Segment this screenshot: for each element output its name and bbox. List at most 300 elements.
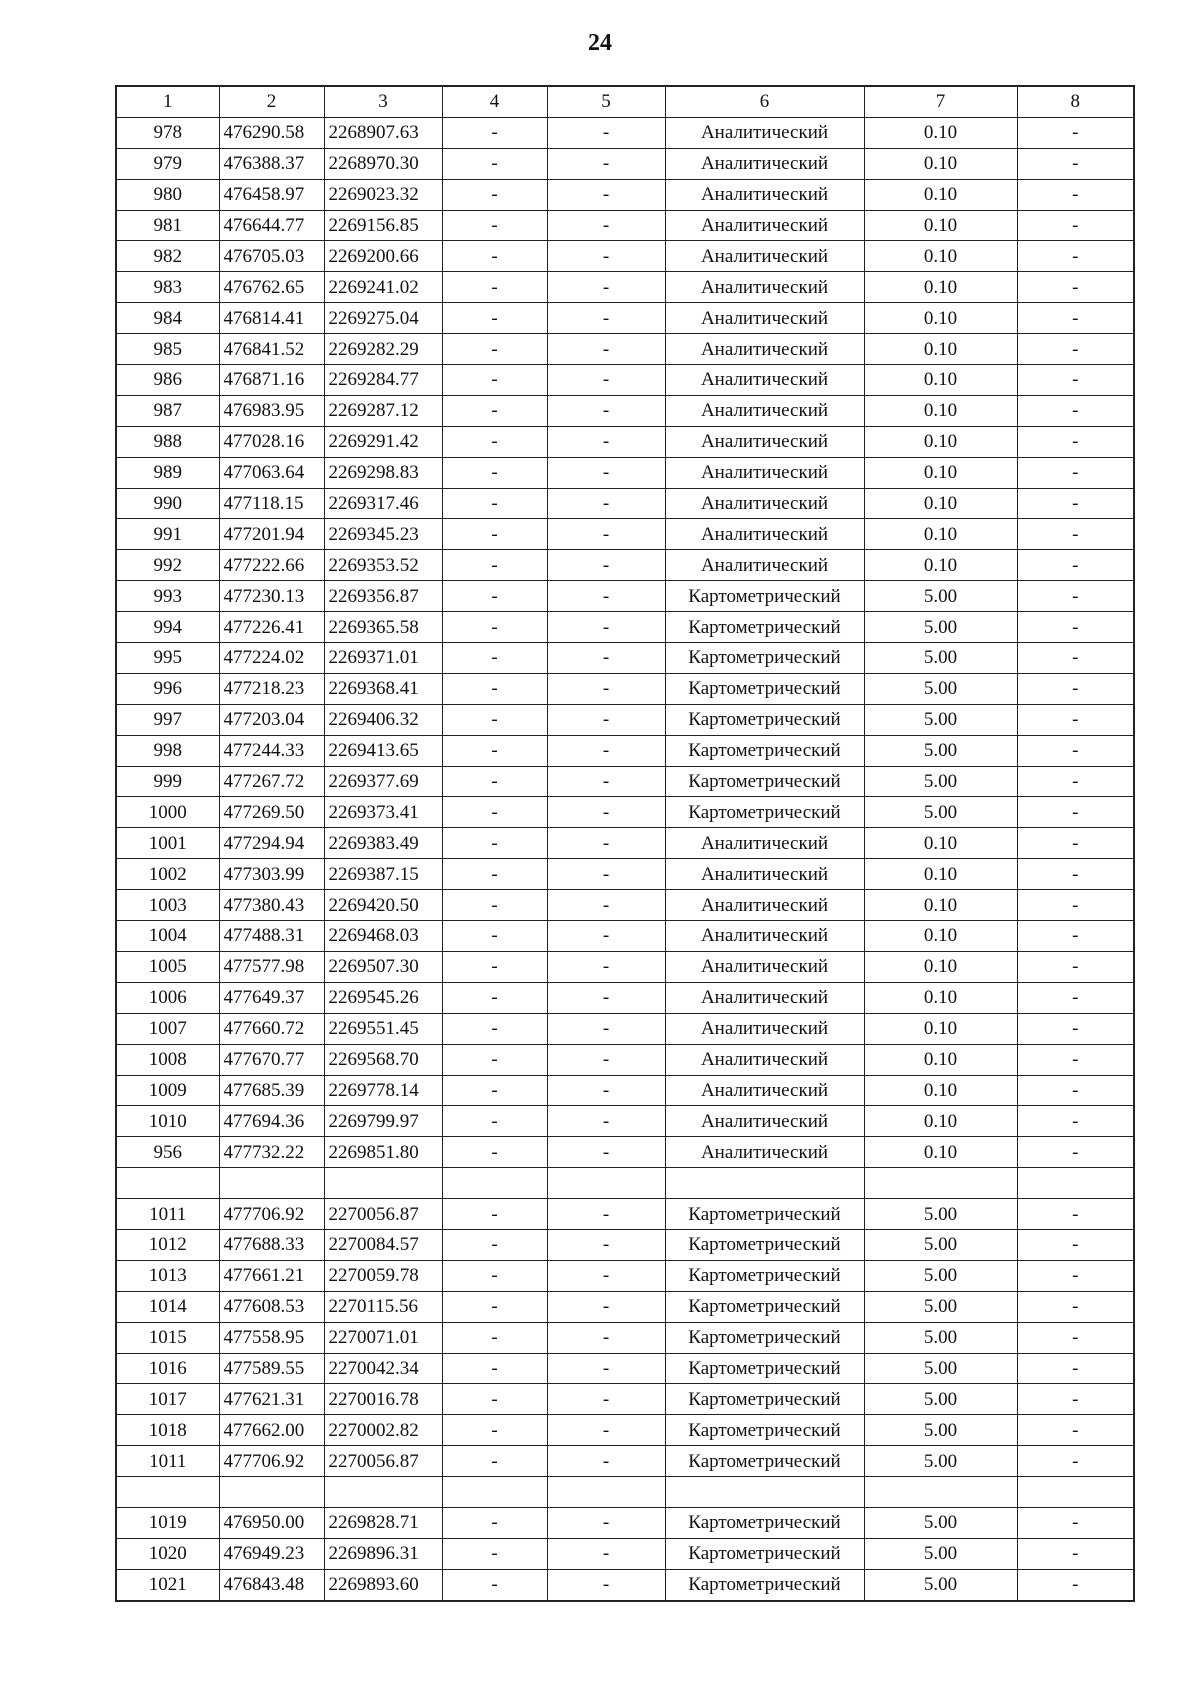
table-cell-col-2: 476871.16 (219, 365, 324, 396)
table-cell-col-7: 0.10 (864, 148, 1017, 179)
table-cell-col-3: 2270002.82 (324, 1415, 442, 1446)
table-cell-col-6: Картометрический (665, 643, 864, 674)
table-cell-col-1: 990 (116, 488, 219, 519)
table-cell-col-8: - (1017, 1075, 1134, 1106)
table-cell-col-2: 476644.77 (219, 210, 324, 241)
table-cell-col-3: 2269851.80 (324, 1137, 442, 1168)
table-row (116, 828, 1134, 859)
table-cell-col-7: 0.10 (864, 179, 1017, 210)
separator-row (116, 1477, 1134, 1508)
table-cell-col-2: 477589.55 (219, 1353, 324, 1384)
table-cell-col-4: - (442, 1013, 547, 1044)
table-cell-col-3: 2269896.31 (324, 1538, 442, 1569)
table-cell-col-5: - (547, 735, 665, 766)
table-row (116, 1260, 1134, 1291)
column-header-5: 5 (547, 86, 665, 117)
table-cell-col-4: - (442, 797, 547, 828)
table-cell-col-8: - (1017, 148, 1134, 179)
table-cell-col-3: 2269383.49 (324, 828, 442, 859)
table-cell-col-4: - (442, 334, 547, 365)
table-cell-col-3: 2269387.15 (324, 859, 442, 890)
table-cell-col-7: 5.00 (864, 581, 1017, 612)
table-row (116, 1106, 1134, 1137)
table-cell-col-8: - (1017, 951, 1134, 982)
table-cell-col-7: 5.00 (864, 1260, 1017, 1291)
table-cell-col-7: 5.00 (864, 1322, 1017, 1353)
table-cell-col-5: - (547, 1199, 665, 1230)
table-cell-col-1: 999 (116, 766, 219, 797)
table-row (116, 1353, 1134, 1384)
table-row (116, 272, 1134, 303)
table-cell-col-5: - (547, 1075, 665, 1106)
table-cell-col-1: 998 (116, 735, 219, 766)
table-cell-col-4: - (442, 828, 547, 859)
table-row (116, 241, 1134, 272)
empty-cell (1017, 1168, 1134, 1199)
table-cell-col-2: 477218.23 (219, 673, 324, 704)
table-cell-col-7: 0.10 (864, 1075, 1017, 1106)
table-cell-col-5: - (547, 1384, 665, 1415)
column-header-2: 2 (219, 86, 324, 117)
table-cell-col-4: - (442, 210, 547, 241)
table-cell-col-2: 476983.95 (219, 395, 324, 426)
table-cell-col-5: - (547, 179, 665, 210)
table-cell-col-8: - (1017, 395, 1134, 426)
table-cell-col-6: Картометрический (665, 1291, 864, 1322)
table-cell-col-3: 2269893.60 (324, 1569, 442, 1600)
table-cell-col-6: Аналитический (665, 365, 864, 396)
table-row (116, 117, 1134, 148)
table-cell-col-6: Аналитический (665, 117, 864, 148)
table-cell-col-8: - (1017, 766, 1134, 797)
table-row (116, 1507, 1134, 1538)
table-cell-col-7: 5.00 (864, 1446, 1017, 1477)
table-cell-col-8: - (1017, 1538, 1134, 1569)
table-cell-col-1: 1004 (116, 921, 219, 952)
table-cell-col-4: - (442, 581, 547, 612)
table-cell-col-3: 2269413.65 (324, 735, 442, 766)
table-cell-col-7: 0.10 (864, 921, 1017, 952)
table-cell-col-3: 2269377.69 (324, 766, 442, 797)
table-cell-col-7: 5.00 (864, 1569, 1017, 1600)
table-cell-col-6: Картометрический (665, 1384, 864, 1415)
table-cell-col-2: 476458.97 (219, 179, 324, 210)
column-header-3: 3 (324, 86, 442, 117)
table-cell-col-6: Аналитический (665, 921, 864, 952)
table-cell-col-2: 477732.22 (219, 1137, 324, 1168)
table-row (116, 426, 1134, 457)
table-cell-col-1: 1001 (116, 828, 219, 859)
table-row (116, 921, 1134, 952)
table-cell-col-3: 2269317.46 (324, 488, 442, 519)
table-cell-col-4: - (442, 1322, 547, 1353)
table-row (116, 519, 1134, 550)
table-cell-col-3: 2269799.97 (324, 1106, 442, 1137)
table-row (116, 365, 1134, 396)
table-cell-col-4: - (442, 519, 547, 550)
table-cell-col-1: 981 (116, 210, 219, 241)
table-cell-col-6: Картометрический (665, 704, 864, 735)
table-cell-col-5: - (547, 241, 665, 272)
table-cell-col-4: - (442, 457, 547, 488)
table-cell-col-8: - (1017, 272, 1134, 303)
table-cell-col-8: - (1017, 1291, 1134, 1322)
table-cell-col-5: - (547, 643, 665, 674)
table-cell-col-3: 2269291.42 (324, 426, 442, 457)
table-cell-col-2: 477694.36 (219, 1106, 324, 1137)
table-cell-col-6: Картометрический (665, 1507, 864, 1538)
table-cell-col-3: 2270115.56 (324, 1291, 442, 1322)
table-cell-col-4: - (442, 179, 547, 210)
table-cell-col-4: - (442, 395, 547, 426)
table-cell-col-4: - (442, 1260, 547, 1291)
table-cell-col-1: 1015 (116, 1322, 219, 1353)
table-cell-col-3: 2270084.57 (324, 1229, 442, 1260)
table-cell-col-5: - (547, 612, 665, 643)
empty-cell (665, 1168, 864, 1199)
table-cell-col-4: - (442, 1199, 547, 1230)
empty-cell (547, 1477, 665, 1508)
table-cell-col-5: - (547, 395, 665, 426)
table-cell-col-4: - (442, 1384, 547, 1415)
empty-cell (219, 1477, 324, 1508)
table-cell-col-5: - (547, 1322, 665, 1353)
empty-cell (442, 1168, 547, 1199)
table-cell-col-4: - (442, 272, 547, 303)
table-row (116, 395, 1134, 426)
table-cell-col-1: 1010 (116, 1106, 219, 1137)
empty-cell (219, 1168, 324, 1199)
table-cell-col-5: - (547, 704, 665, 735)
table-cell-col-3: 2269568.70 (324, 1044, 442, 1075)
table-body (116, 117, 1134, 1600)
table-cell-col-6: Аналитический (665, 1013, 864, 1044)
table-cell-col-4: - (442, 241, 547, 272)
table-cell-col-6: Аналитический (665, 550, 864, 581)
table-cell-col-1: 1017 (116, 1384, 219, 1415)
table-cell-col-4: - (442, 612, 547, 643)
table-cell-col-5: - (547, 1229, 665, 1260)
table-row (116, 1322, 1134, 1353)
table-cell-col-5: - (547, 488, 665, 519)
table-row (116, 766, 1134, 797)
table-cell-col-3: 2269365.58 (324, 612, 442, 643)
table-cell-col-8: - (1017, 1446, 1134, 1477)
table-cell-col-8: - (1017, 643, 1134, 674)
table-cell-col-4: - (442, 735, 547, 766)
table-cell-col-3: 2269356.87 (324, 581, 442, 612)
table-cell-col-7: 5.00 (864, 1384, 1017, 1415)
table-cell-col-8: - (1017, 241, 1134, 272)
table-cell-col-8: - (1017, 704, 1134, 735)
table-cell-col-4: - (442, 1569, 547, 1600)
table-cell-col-5: - (547, 519, 665, 550)
table-cell-col-1: 1006 (116, 982, 219, 1013)
table-cell-col-5: - (547, 550, 665, 581)
table-cell-col-2: 477662.00 (219, 1415, 324, 1446)
table-row (116, 612, 1134, 643)
table-cell-col-2: 476290.58 (219, 117, 324, 148)
table-row (116, 550, 1134, 581)
table-cell-col-4: - (442, 488, 547, 519)
table-cell-col-6: Аналитический (665, 1106, 864, 1137)
table-row (116, 1075, 1134, 1106)
table-cell-col-2: 476949.23 (219, 1538, 324, 1569)
table-cell-col-6: Картометрический (665, 1538, 864, 1569)
page-number: 24 (588, 30, 612, 56)
table-cell-col-3: 2269275.04 (324, 303, 442, 334)
table-cell-col-2: 476950.00 (219, 1507, 324, 1538)
table-cell-col-8: - (1017, 1507, 1134, 1538)
table-cell-col-7: 0.10 (864, 982, 1017, 1013)
table-cell-col-4: - (442, 951, 547, 982)
table-cell-col-2: 477224.02 (219, 643, 324, 674)
table-cell-col-7: 5.00 (864, 612, 1017, 643)
table-cell-col-8: - (1017, 890, 1134, 921)
table-cell-col-6: Аналитический (665, 828, 864, 859)
table-cell-col-6: Аналитический (665, 148, 864, 179)
table-cell-col-8: - (1017, 673, 1134, 704)
table-cell-col-7: 0.10 (864, 334, 1017, 365)
table-cell-col-2: 476814.41 (219, 303, 324, 334)
table-cell-col-5: - (547, 1260, 665, 1291)
table-cell-col-5: - (547, 766, 665, 797)
table-row (116, 457, 1134, 488)
table-cell-col-5: - (547, 1569, 665, 1600)
table-cell-col-7: 5.00 (864, 1229, 1017, 1260)
table-cell-col-1: 989 (116, 457, 219, 488)
table-cell-col-8: - (1017, 334, 1134, 365)
table-cell-col-2: 477649.37 (219, 982, 324, 1013)
table-cell-col-7: 5.00 (864, 643, 1017, 674)
table-cell-col-4: - (442, 426, 547, 457)
table-cell-col-3: 2269545.26 (324, 982, 442, 1013)
table-cell-col-4: - (442, 1538, 547, 1569)
table-row (116, 148, 1134, 179)
table-cell-col-1: 956 (116, 1137, 219, 1168)
empty-cell (665, 1477, 864, 1508)
table-cell-col-4: - (442, 1446, 547, 1477)
table-row (116, 951, 1134, 982)
table-cell-col-2: 477706.92 (219, 1199, 324, 1230)
table-cell-col-5: - (547, 1415, 665, 1446)
table-cell-col-6: Картометрический (665, 1569, 864, 1600)
table-cell-col-5: - (547, 148, 665, 179)
table-cell-col-1: 1000 (116, 797, 219, 828)
table-cell-col-6: Картометрический (665, 1353, 864, 1384)
table-cell-col-1: 1013 (116, 1260, 219, 1291)
table-cell-col-1: 983 (116, 272, 219, 303)
table-row (116, 982, 1134, 1013)
table-cell-col-7: 0.10 (864, 457, 1017, 488)
empty-cell (324, 1168, 442, 1199)
table-cell-col-1: 996 (116, 673, 219, 704)
table-cell-col-2: 477226.41 (219, 612, 324, 643)
table-cell-col-2: 477269.50 (219, 797, 324, 828)
table-cell-col-2: 477706.92 (219, 1446, 324, 1477)
table-cell-col-8: - (1017, 921, 1134, 952)
table-cell-col-1: 1011 (116, 1199, 219, 1230)
table-cell-col-3: 2269551.45 (324, 1013, 442, 1044)
table-cell-col-2: 477028.16 (219, 426, 324, 457)
table-cell-col-3: 2269023.32 (324, 179, 442, 210)
table-row (116, 1384, 1134, 1415)
table-cell-col-6: Аналитический (665, 951, 864, 982)
table-cell-col-1: 1018 (116, 1415, 219, 1446)
table-cell-col-1: 1005 (116, 951, 219, 982)
table-row (116, 704, 1134, 735)
table-cell-col-3: 2269298.83 (324, 457, 442, 488)
table-cell-col-4: - (442, 1415, 547, 1446)
table-cell-col-8: - (1017, 457, 1134, 488)
coordinates-table (115, 85, 1135, 1602)
table-cell-col-1: 1011 (116, 1446, 219, 1477)
table-cell-col-2: 477660.72 (219, 1013, 324, 1044)
table-cell-col-1: 1007 (116, 1013, 219, 1044)
table-cell-col-8: - (1017, 612, 1134, 643)
table-cell-col-6: Аналитический (665, 1075, 864, 1106)
table-cell-col-4: - (442, 117, 547, 148)
empty-cell (864, 1477, 1017, 1508)
table-cell-col-6: Аналитический (665, 890, 864, 921)
table-cell-col-4: - (442, 1353, 547, 1384)
table-cell-col-6: Картометрический (665, 766, 864, 797)
table-cell-col-5: - (547, 210, 665, 241)
empty-cell (864, 1168, 1017, 1199)
table-cell-col-8: - (1017, 1260, 1134, 1291)
table-row (116, 1538, 1134, 1569)
table-cell-col-7: 0.10 (864, 426, 1017, 457)
empty-cell (116, 1477, 219, 1508)
column-header-1: 1 (116, 86, 219, 117)
table-cell-col-6: Картометрический (665, 735, 864, 766)
table-cell-col-2: 477685.39 (219, 1075, 324, 1106)
table-cell-col-3: 2269468.03 (324, 921, 442, 952)
table-cell-col-2: 476843.48 (219, 1569, 324, 1600)
table-cell-col-4: - (442, 921, 547, 952)
table-cell-col-2: 477063.64 (219, 457, 324, 488)
table-cell-col-8: - (1017, 828, 1134, 859)
table-cell-col-3: 2269200.66 (324, 241, 442, 272)
table-cell-col-8: - (1017, 179, 1134, 210)
table-row (116, 1446, 1134, 1477)
table-cell-col-4: - (442, 1507, 547, 1538)
table-cell-col-3: 2270016.78 (324, 1384, 442, 1415)
table-row (116, 179, 1134, 210)
table-row (116, 735, 1134, 766)
table-cell-col-7: 0.10 (864, 303, 1017, 334)
table-cell-col-7: 0.10 (864, 951, 1017, 982)
table-cell-col-7: 0.10 (864, 241, 1017, 272)
table-cell-col-8: - (1017, 735, 1134, 766)
table-row (116, 1569, 1134, 1600)
table-cell-col-4: - (442, 673, 547, 704)
table-cell-col-2: 477621.31 (219, 1384, 324, 1415)
table-cell-col-7: 5.00 (864, 1507, 1017, 1538)
table-cell-col-2: 477230.13 (219, 581, 324, 612)
table-cell-col-4: - (442, 890, 547, 921)
table-cell-col-1: 1021 (116, 1569, 219, 1600)
table-cell-col-8: - (1017, 519, 1134, 550)
table-cell-col-1: 1009 (116, 1075, 219, 1106)
table-cell-col-1: 982 (116, 241, 219, 272)
table-cell-col-1: 994 (116, 612, 219, 643)
table-cell-col-8: - (1017, 1229, 1134, 1260)
table-cell-col-6: Аналитический (665, 210, 864, 241)
table-cell-col-5: - (547, 1137, 665, 1168)
table-cell-col-8: - (1017, 1384, 1134, 1415)
table-cell-col-5: - (547, 1106, 665, 1137)
table-cell-col-4: - (442, 643, 547, 674)
table-cell-col-1: 1012 (116, 1229, 219, 1260)
table-cell-col-6: Картометрический (665, 1415, 864, 1446)
table-cell-col-5: - (547, 334, 665, 365)
table-row (116, 797, 1134, 828)
table-cell-col-6: Аналитический (665, 1137, 864, 1168)
table-cell-col-5: - (547, 859, 665, 890)
table-cell-col-2: 477294.94 (219, 828, 324, 859)
table-cell-col-4: - (442, 1106, 547, 1137)
table-cell-col-4: - (442, 1137, 547, 1168)
table-cell-col-6: Аналитический (665, 488, 864, 519)
table-cell-col-6: Аналитический (665, 519, 864, 550)
column-header-7: 7 (864, 86, 1017, 117)
table-cell-col-5: - (547, 117, 665, 148)
table-cell-col-8: - (1017, 1569, 1134, 1600)
table-cell-col-1: 980 (116, 179, 219, 210)
table-cell-col-8: - (1017, 365, 1134, 396)
table-cell-col-8: - (1017, 581, 1134, 612)
table-cell-col-6: Аналитический (665, 334, 864, 365)
table-cell-col-7: 0.10 (864, 210, 1017, 241)
table-cell-col-1: 1002 (116, 859, 219, 890)
table-cell-col-6: Картометрический (665, 581, 864, 612)
table-cell-col-7: 5.00 (864, 1291, 1017, 1322)
table-cell-col-2: 476388.37 (219, 148, 324, 179)
table-cell-col-5: - (547, 365, 665, 396)
table-cell-col-6: Аналитический (665, 982, 864, 1013)
table-cell-col-7: 5.00 (864, 735, 1017, 766)
table-cell-col-8: - (1017, 1013, 1134, 1044)
table-cell-col-2: 477118.15 (219, 488, 324, 519)
table-cell-col-7: 5.00 (864, 766, 1017, 797)
table-cell-col-5: - (547, 1044, 665, 1075)
table-cell-col-5: - (547, 673, 665, 704)
table-row (116, 1137, 1134, 1168)
table-cell-col-6: Картометрический (665, 1229, 864, 1260)
table-cell-col-7: 5.00 (864, 1538, 1017, 1569)
table-cell-col-6: Аналитический (665, 426, 864, 457)
empty-cell (1017, 1477, 1134, 1508)
table-cell-col-5: - (547, 951, 665, 982)
table-cell-col-8: - (1017, 1199, 1134, 1230)
table-cell-col-1: 985 (116, 334, 219, 365)
table-cell-col-6: Аналитический (665, 859, 864, 890)
table-cell-col-8: - (1017, 550, 1134, 581)
table-cell-col-1: 978 (116, 117, 219, 148)
table-cell-col-8: - (1017, 1044, 1134, 1075)
table-cell-col-3: 2268970.30 (324, 148, 442, 179)
table-cell-col-3: 2270071.01 (324, 1322, 442, 1353)
table-row (116, 890, 1134, 921)
empty-cell (442, 1477, 547, 1508)
table-cell-col-1: 991 (116, 519, 219, 550)
table-cell-col-7: 0.10 (864, 519, 1017, 550)
table-cell-col-8: - (1017, 210, 1134, 241)
table-cell-col-4: - (442, 1291, 547, 1322)
table-cell-col-7: 0.10 (864, 365, 1017, 396)
column-header-8: 8 (1017, 86, 1134, 117)
